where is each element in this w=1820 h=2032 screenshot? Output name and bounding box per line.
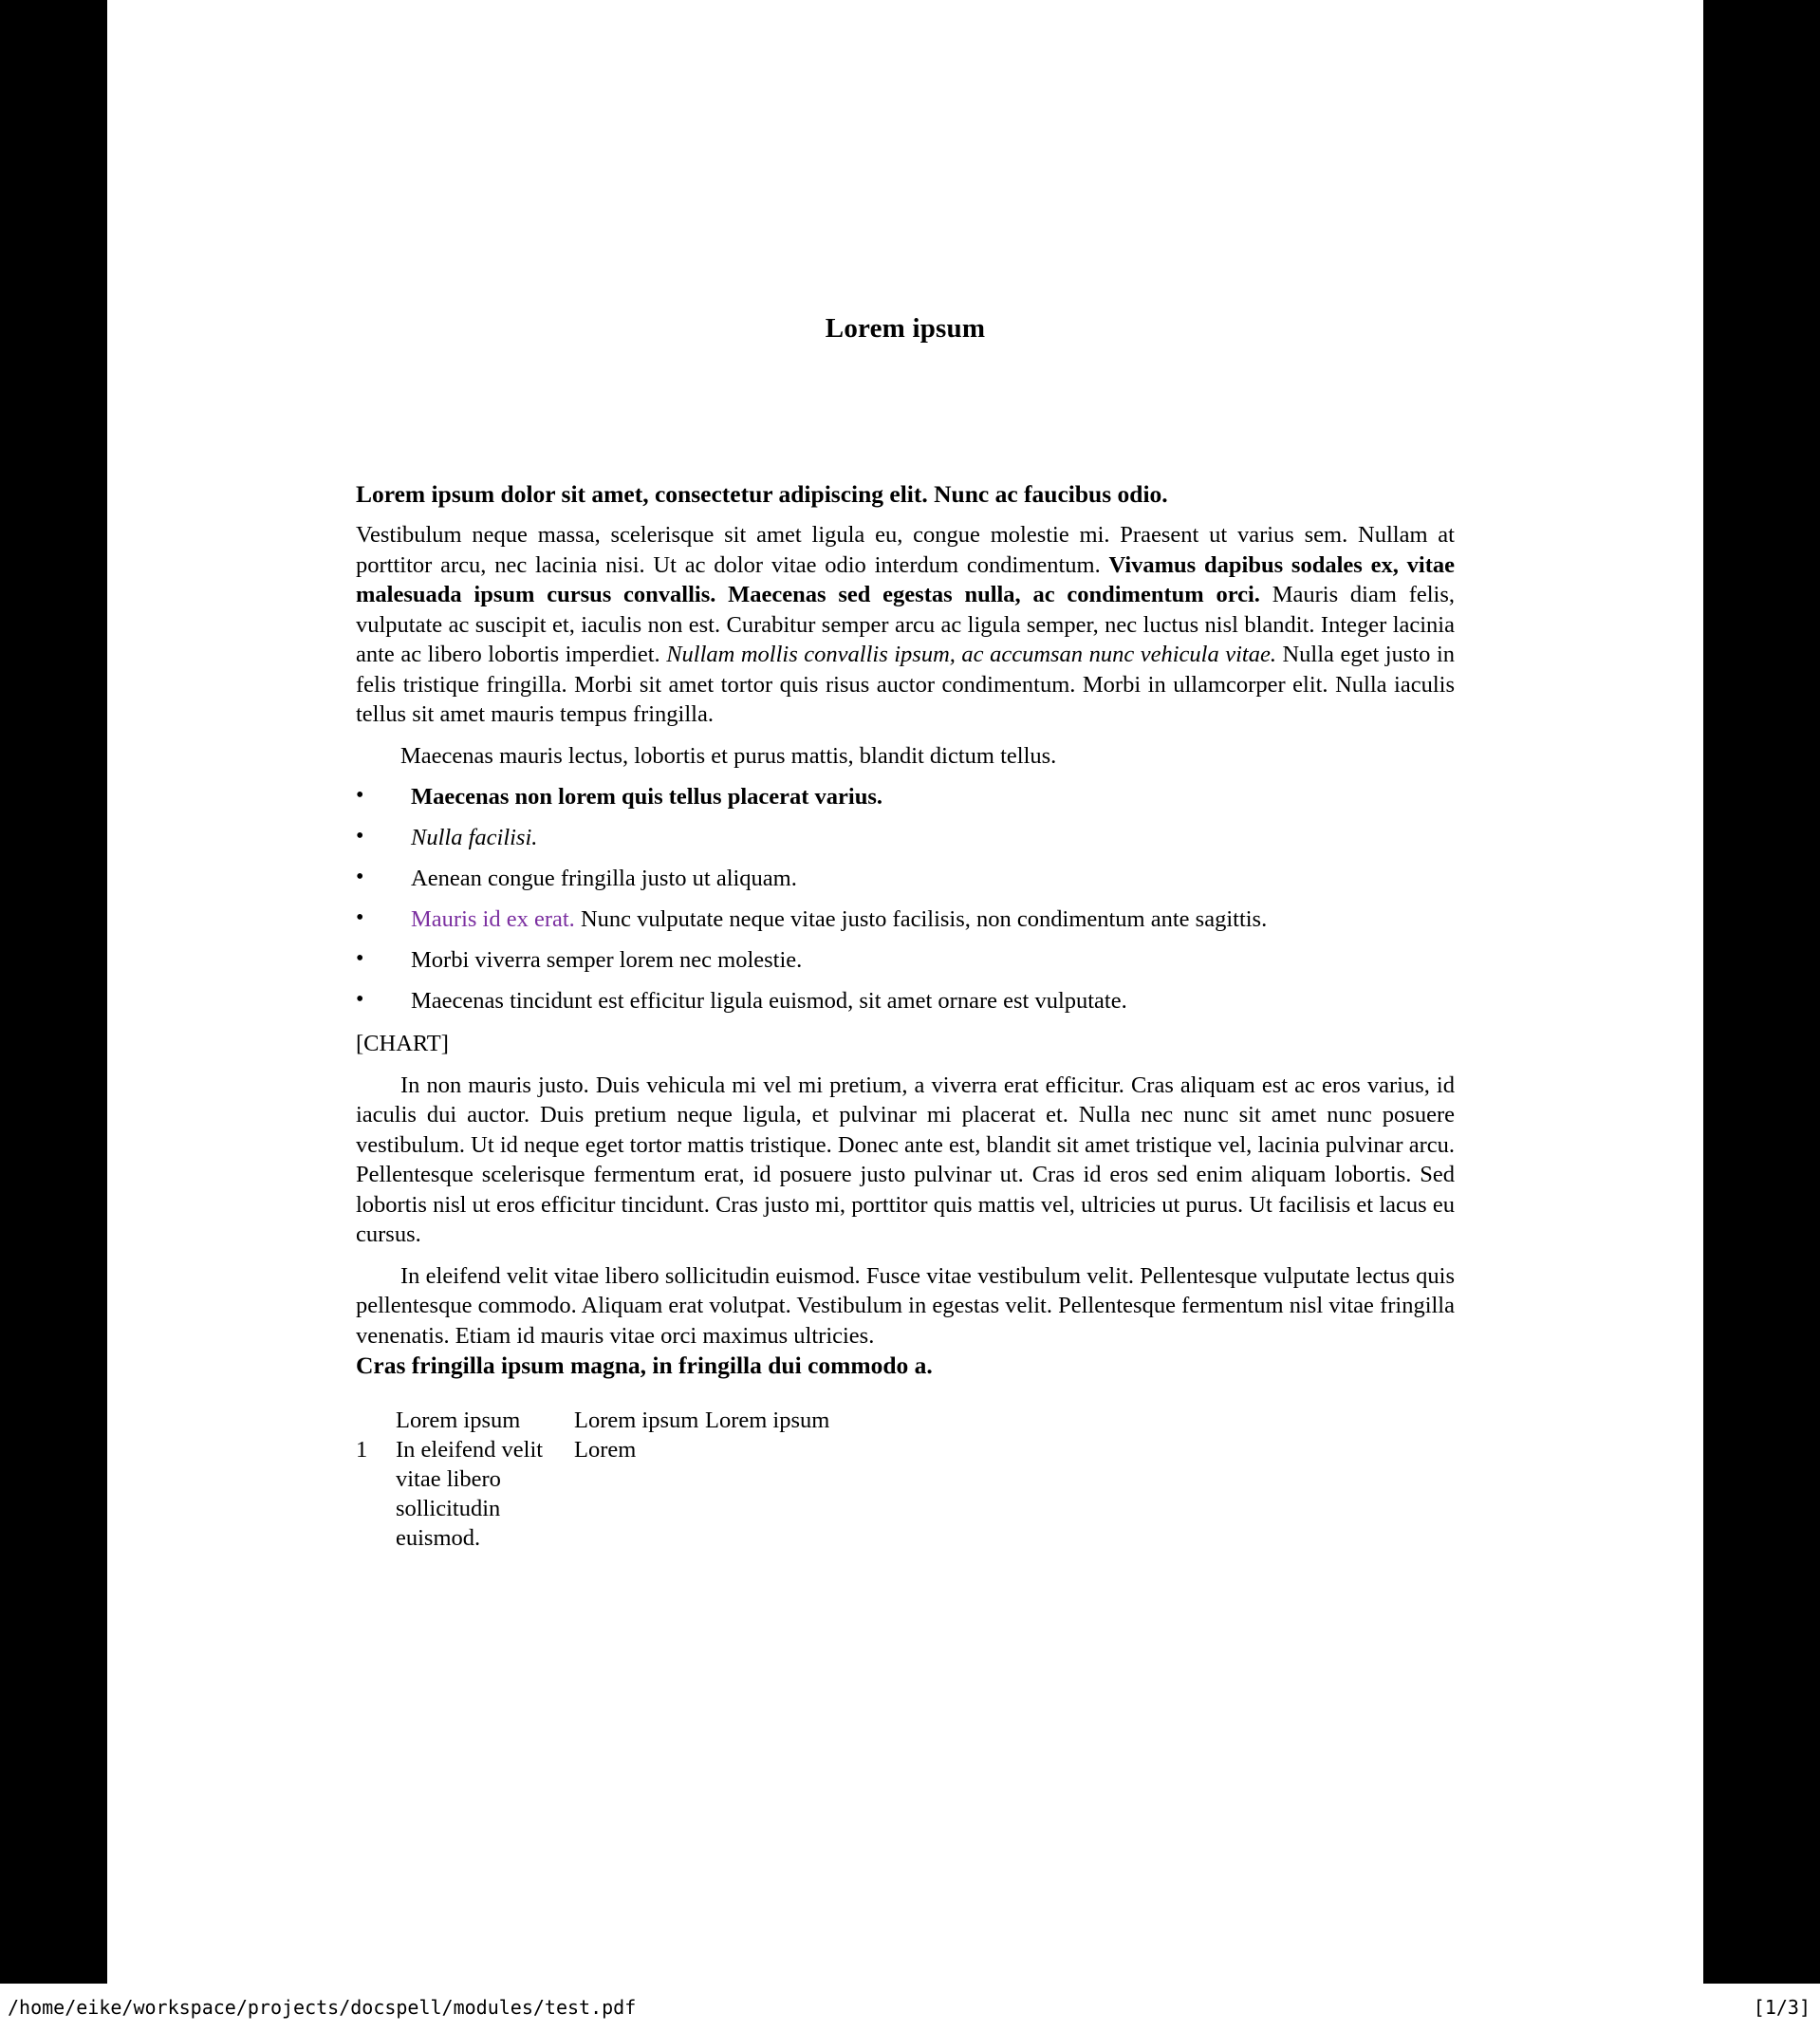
list-item [356,823,1455,852]
list-item [356,864,1455,893]
chart-placeholder: [CHART] [356,1031,449,1056]
paragraph-1-italic: Nullam mollis convallis ipsum, ac accumsan nunc vehicula vitae. [666,642,1276,667]
paragraph-1-part-c: Nulla eget justo in felis tristique fringilla. Morbi sit amet tortor quis risus auctor condimentum. Morbi in ullamcorper elit. Nulla iaculis tellus sit amet mauris tempus fringilla. [356,642,1455,727]
paragraph-1 [356,520,1455,730]
paragraph-1-part-b: Mauris diam felis, vulputate ac suscipit et, iaculis non est. Curabitur semper arcu ac ligula semper, nec luctus nisl blandit. Integer lacinia ante ac libero lobortis imperdiet. [356,582,1455,667]
bullet-dot-icon: • [356,824,364,848]
list-item-label: Nunc vulputate neque vitae justo facilisis, non condimentum ante sagittis. [574,906,1268,932]
bullet-dot-icon: • [356,946,364,971]
table-header-row [356,1406,876,1435]
table-header-cell: Lorem ipsum [396,1407,521,1433]
list-item-label: Maecenas tincidunt est efficitur ligula euismod, sit amet ornare est vulputate. [411,988,1127,1014]
bullet-dot-icon: • [356,865,364,889]
paragraph-1-bold: Vivamus dapibus sodales ex, vitae malesuada ipsum cursus convallis. Maecenas sed egestas nulla, ac condimentum orci. [356,551,1455,607]
data-table [356,1406,876,1553]
page-title: Lorem ipsum [825,313,986,344]
list-item-label: Maecenas non lorem quis tellus placerat varius. [411,784,883,810]
file-path-label: /home/eike/workspace/projects/docspell/modules/test.pdf [8,1996,637,2019]
list-item [356,782,1455,811]
list-item [356,904,1455,934]
paragraph-2: Maecenas mauris lectus, lobortis et purus mattis, blandit dictum tellus. [400,742,1057,769]
paragraph-3: In non mauris justo. Duis vehicula mi vel mi pretium, a viverra erat efficitur. Cras aliquam est ac eros varius, id iaculis dui auctor. Duis pretium neque ligula, et pulvinar mi placerat et. Nulla nec nunc sit amet nunc posuere vestibulum. Ut id neque eget tortor mattis tristique. Donec ante est, blandit sit amet tristique vel, lacinia pulvinar arcu. Pellentesque scelerisque fermentum erat, id posuere justo pulvinar ut. Cras id eros sed enim aliquam lobortis. Sed lobortis nisl ut eros efficitur tincidunt. Cras justo mi, porttitor quis mattis vel, ultricies ut purus. Ut facilisis et lacus eu cursus. [356,1072,1455,1247]
section-heading-1: Lorem ipsum dolor sit amet, consectetur adipiscing elit. Nunc ac faucibus odio. [356,480,1168,508]
page-content-area [356,0,1455,1984]
page-indicator: [1/3] [1753,1996,1811,2019]
list-item [356,945,1455,975]
pdf-page [107,0,1703,1984]
table-cell: In eleifend velit vitae libero sollicitudin euismod. [396,1437,544,1551]
list-item-label: Nulla facilisi. [411,825,538,850]
table-header-cell: Lorem ipsum [705,1407,830,1433]
paragraph-4: In eleifend velit vitae libero sollicitudin euismod. Fusce vitae vestibulum velit. Pellentesque vulputate lectus quis pellentesque commodo. Aliquam erat volutpat. Vestibulum in egestas velit. Pellentesque fermentum nisl vitae fringilla venenatis. Etiam id mauris vitae orci maximus ultricies. [356,1262,1455,1349]
bullet-dot-icon: • [356,987,364,1012]
list-item [356,986,1455,1016]
table-row [356,1435,876,1553]
table-header-cell: Lorem ipsum [574,1407,699,1433]
bullet-dot-icon: • [356,783,364,808]
status-bar [0,1984,1820,2032]
list-item-label: Aenean congue fringilla justo ut aliquam. [411,866,797,891]
document-body [356,479,1455,1553]
paragraph-1-part-a: Vestibulum neque massa, scelerisque sit amet ligula eu, congue molestie mi. Praesent ut varius sem. Nullam at porttitor arcu, nec lacinia nisi. Ut ac dolor vitae odio interdum condimentum. [356,522,1455,578]
bullet-list [356,782,1455,1016]
table-row-index: 1 [356,1437,368,1463]
table-cell [705,1435,876,1553]
list-item-label: Morbi viverra semper lorem nec molestie. [411,947,803,973]
table-cell: Lorem [574,1437,637,1463]
bullet-dot-icon: • [356,905,364,930]
table-header-index [356,1406,396,1435]
list-item-link[interactable]: Mauris id ex erat. [411,906,575,932]
section-heading-2: Cras fringilla ipsum magna, in fringilla dui commodo a. [356,1352,933,1379]
